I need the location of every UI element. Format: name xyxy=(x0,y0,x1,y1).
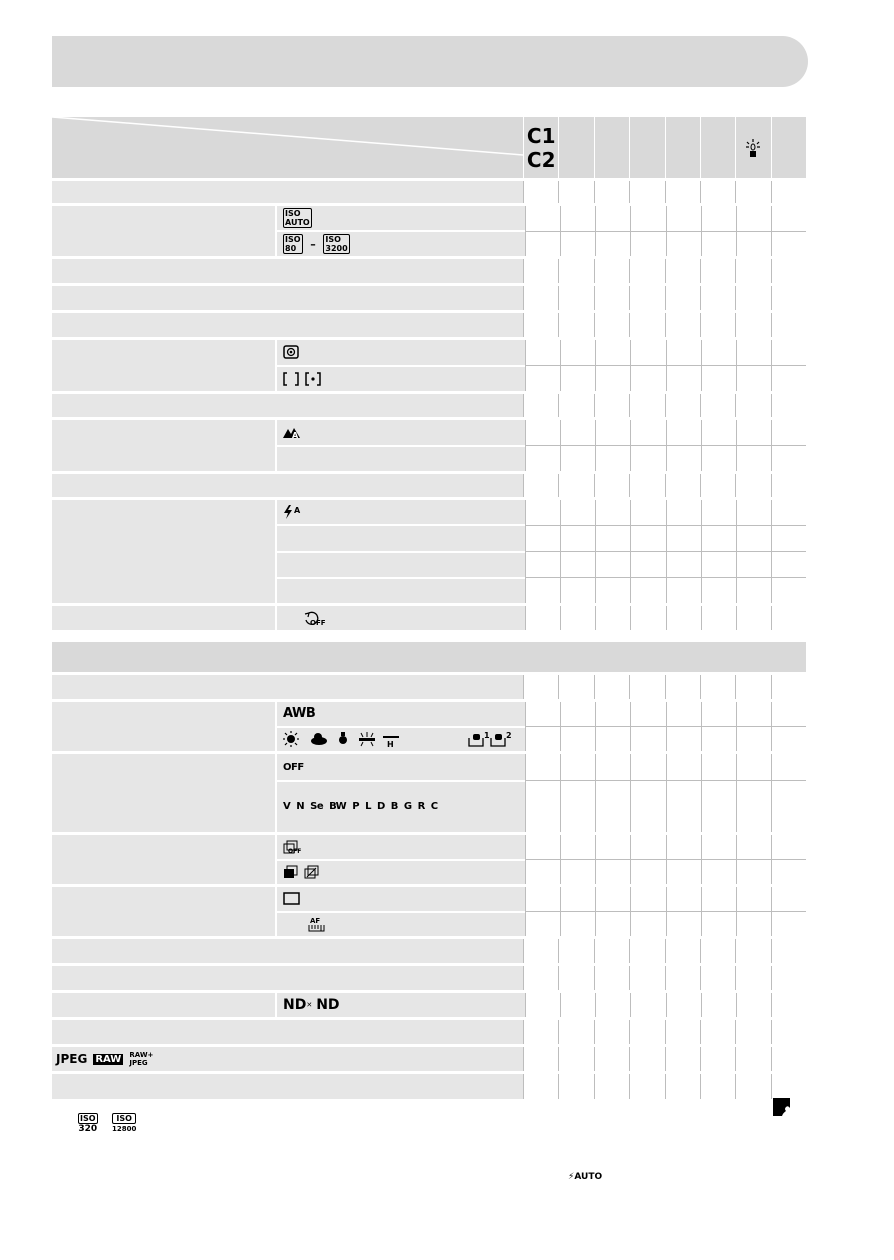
tungsten-icon xyxy=(339,732,347,744)
svg-text:A: A xyxy=(292,431,299,441)
daylight-icon xyxy=(283,731,299,747)
iso-auto-icon: ISO AUTO xyxy=(285,209,310,227)
footnote-iso-320: ISO 320 xyxy=(78,1114,98,1134)
self-timer-off-icon xyxy=(277,606,525,630)
svg-text:OFF: OFF xyxy=(310,619,326,627)
landscape-icon xyxy=(277,420,525,445)
table-row xyxy=(52,256,806,283)
custom-1-icon xyxy=(469,731,490,746)
table-row-landscape xyxy=(52,417,806,471)
table-row xyxy=(52,1071,806,1099)
fluorescent-icon xyxy=(359,732,375,746)
metering-center-spot-icon xyxy=(277,365,525,392)
header-diagonal xyxy=(52,117,523,178)
footnote-iso-12800: ISO 12800 xyxy=(112,1114,137,1133)
col-c1-c2: C1 C2 xyxy=(523,117,558,178)
table-row-nd-filter xyxy=(52,990,806,1017)
my-colors-off-icon: OFF xyxy=(283,761,304,773)
svg-text:OFF: OFF xyxy=(288,847,302,855)
table-row xyxy=(52,310,806,337)
table-row-my-colors xyxy=(52,751,806,832)
settings-table-2 xyxy=(52,642,806,1099)
continuous-af-icon xyxy=(277,911,525,937)
nd-filter-icons: ND ✕ ND xyxy=(283,997,340,1013)
table-row xyxy=(52,963,806,990)
svg-text:AF: AF xyxy=(310,917,321,926)
settings-table-1 xyxy=(52,117,806,630)
svg-text:H: H xyxy=(387,740,394,750)
table-2-header-row xyxy=(52,642,806,672)
svg-text:2: 2 xyxy=(506,731,512,741)
table-row xyxy=(52,672,806,699)
flash-auto-footnote: ⚡AUTO xyxy=(568,1172,603,1182)
flash-auto-icon xyxy=(277,500,525,524)
my-colors-modes-icons: V N Se BW P L D B G R C xyxy=(277,780,525,832)
table-row-image-format xyxy=(52,1044,806,1071)
bracket-modes-icon xyxy=(277,859,525,885)
table-header-row xyxy=(52,117,806,178)
table-row xyxy=(52,1017,806,1044)
table-row-bracketing xyxy=(52,832,806,884)
custom-2-icon xyxy=(491,731,512,746)
candle-light-icon xyxy=(735,117,770,178)
jpeg-icon: JPEG xyxy=(56,1052,88,1066)
iso-range-icon: ISO 80 – ISO 3200 xyxy=(277,230,525,256)
raw-icon: RAW xyxy=(95,1053,122,1065)
table-row xyxy=(52,471,806,497)
table-row-iso xyxy=(52,203,806,256)
white-balance-presets-icons xyxy=(277,726,525,752)
raw-jpeg-icon: RAW+ JPEG xyxy=(129,1051,154,1067)
single-shot-icon xyxy=(277,887,525,911)
nd-filter-off-label: ND xyxy=(283,997,307,1013)
table-row-drive xyxy=(52,884,806,936)
bracket-off-icon xyxy=(277,835,525,859)
table-row xyxy=(52,178,806,203)
table-row-selftimer xyxy=(52,603,806,630)
awb-icon: AWB xyxy=(283,706,316,722)
fluorescent-h-icon xyxy=(383,736,399,749)
memo-icon xyxy=(770,1096,794,1121)
nd-filter-on-label: ND xyxy=(316,997,340,1013)
cloudy-icon xyxy=(311,733,327,745)
svg-text:A: A xyxy=(294,506,301,516)
table-row xyxy=(52,936,806,963)
table-row-white-balance xyxy=(52,699,806,751)
table-row xyxy=(52,283,806,310)
svg-text:1: 1 xyxy=(484,731,490,741)
table-row xyxy=(52,391,806,417)
page-title-bar xyxy=(52,36,808,87)
table-row-flash xyxy=(52,497,806,603)
table-row-metering xyxy=(52,337,806,391)
metering-evaluative-icon xyxy=(277,340,525,365)
